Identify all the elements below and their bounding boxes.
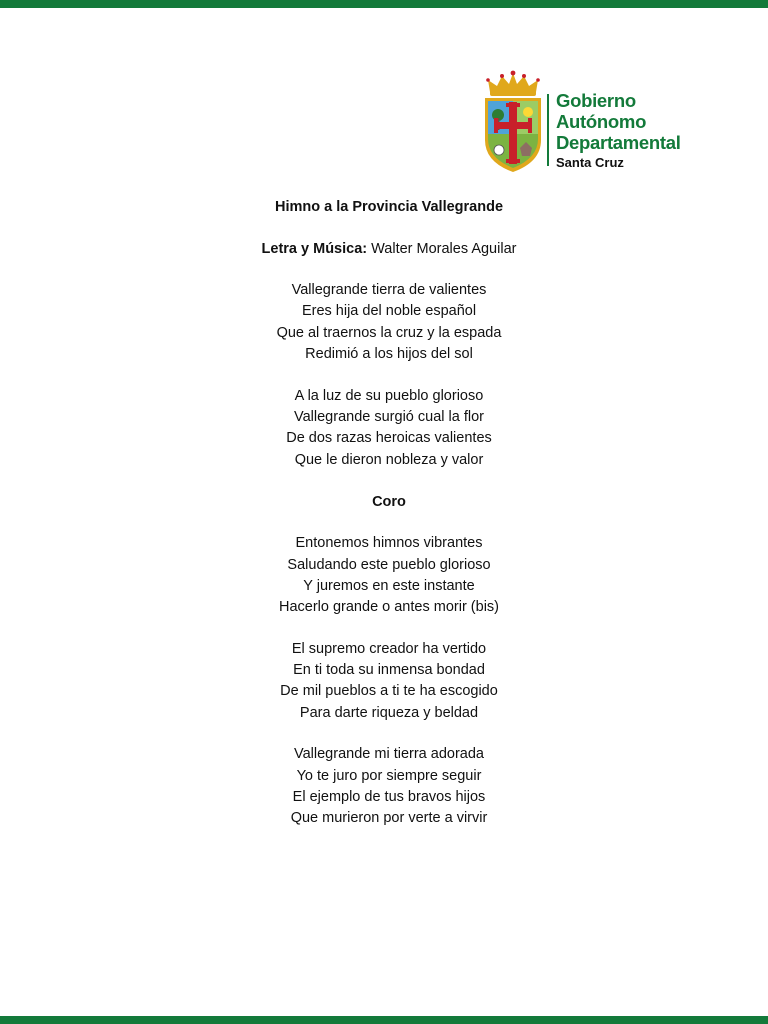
- logo-line-gobierno: Gobierno: [556, 90, 636, 111]
- coat-of-arms-icon: [482, 70, 544, 174]
- logo-text: [556, 92, 681, 169]
- verse-line: De dos razas heroicas valientes: [286, 430, 492, 447]
- document-title: Himno a la Provincia Vallegrande: [274, 199, 504, 215]
- verse-line: Redimió a los hijos del sol: [305, 346, 473, 363]
- logo-subtitle: Santa Cruz: [556, 155, 624, 170]
- stanza-1: [0, 280, 768, 366]
- credit-line: [0, 238, 768, 260]
- stanza-4: [0, 744, 768, 830]
- verse-line: Para darte riqueza y beldad: [299, 704, 479, 721]
- verse-line: Entonemos himnos vibrantes: [295, 535, 483, 552]
- government-logo: [482, 70, 692, 178]
- verse-line: Saludando este pueblo glorioso: [287, 556, 491, 573]
- verse-line: Que murieron por verte a virvir: [290, 810, 488, 827]
- verse-line: El supremo creador ha vertido: [291, 640, 487, 657]
- logo-line-autonomo: Autónomo: [556, 111, 647, 132]
- verse-line: A la luz de su pueblo glorioso: [294, 387, 484, 404]
- chorus-heading: Coro: [372, 494, 406, 511]
- verse-line: Vallegrande surgió cual la flor: [294, 408, 484, 425]
- verse-line: Que al traernos la cruz y la espada: [276, 324, 502, 341]
- top-border-bar: [0, 0, 768, 8]
- verse-line: Vallegrande mi tierra adorada: [294, 746, 484, 763]
- verse-line: Vallegrande tierra de valientes: [291, 282, 487, 298]
- hymn-document: [0, 196, 768, 830]
- stanza-3: [0, 639, 768, 725]
- bottom-border-bar: [0, 1016, 768, 1024]
- verse-line: Que le dieron nobleza y valor: [294, 451, 484, 468]
- credit-label: Letra y Música:: [261, 241, 368, 257]
- stanza-2: [0, 386, 768, 472]
- verse-line: En ti toda su inmensa bondad: [293, 662, 485, 679]
- verse-line: Y juremos en este instante: [303, 577, 475, 594]
- logo-line-departamental: Departamental: [556, 132, 681, 153]
- logo-divider: [547, 94, 549, 166]
- verse-line: Hacerlo grande o antes morir (bis): [278, 599, 499, 616]
- credit-value: Walter Morales Aguilar: [367, 241, 517, 257]
- verse-line: De mil pueblos a ti te ha escogido: [280, 683, 498, 700]
- crown-icon: [486, 71, 540, 96]
- verse-line: Yo te juro por siempre seguir: [296, 767, 482, 784]
- chorus-stanza: [0, 533, 768, 619]
- verse-line: Eres hija del noble español: [301, 303, 477, 320]
- verse-line: El ejemplo de tus bravos hijos: [292, 789, 486, 806]
